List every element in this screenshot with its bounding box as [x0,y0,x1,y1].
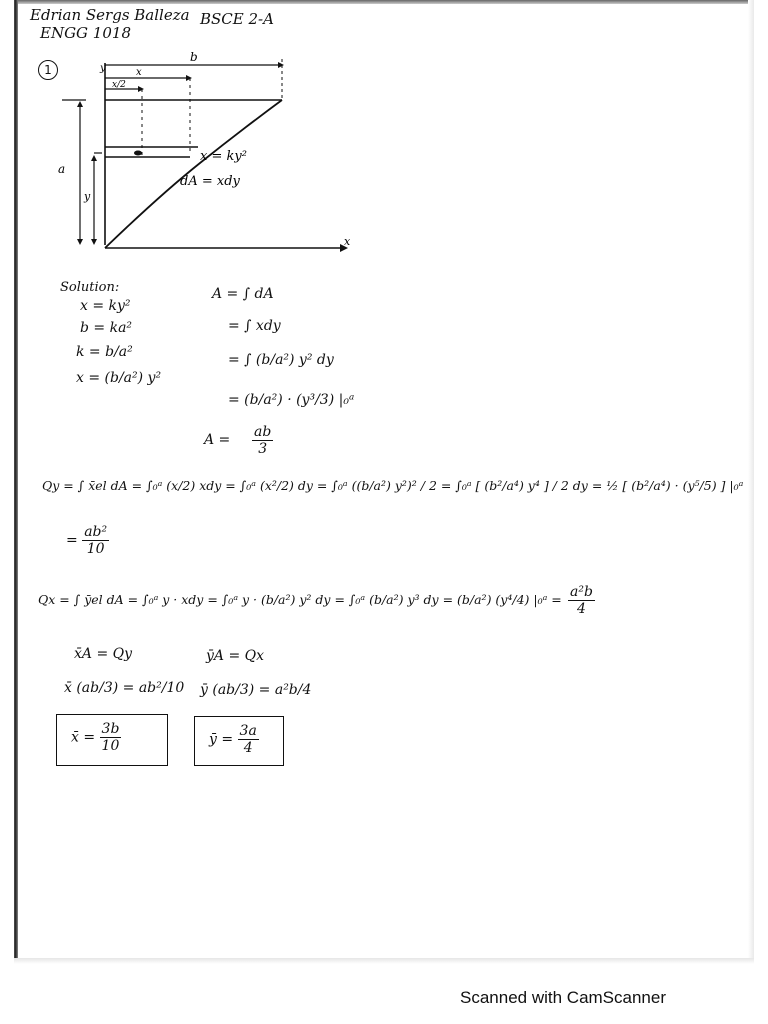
paper-bottom-edge [14,958,754,964]
course-code: ENGG 1018 [40,24,131,42]
dim-b-label: b [190,50,198,64]
qx-result-denominator: 4 [577,601,586,617]
dim-x-label: x [136,67,142,78]
dim-y-label: y [84,190,91,203]
camscanner-watermark: Scanned with CamScanner [460,988,667,1007]
x-bar-lhs: x̄ = [71,729,96,746]
area-line-3: = ∫ (b/a²) y² dy [228,352,334,368]
qy-result-prefix: = [66,532,78,549]
xa-equation: x̄A = Qy [74,646,133,662]
area-line-2: = ∫ xdy [228,318,281,334]
dim-a-label: a [58,162,66,176]
solution-line-1: x = ky² [80,298,131,314]
y-substitution: ȳ (ab/3) = a²b/4 [200,682,312,698]
x-bar-numerator: 3b [101,721,120,737]
paper-top-edge [14,0,754,4]
axis-y-label: y [100,63,106,74]
ya-equation: ȳA = Qx [206,648,265,664]
solution-line-4: x = (b/a²) y² [76,370,162,386]
area-result-label: A = [204,432,231,448]
qx-result-numerator: a²b [570,584,593,600]
dA-equation: dA = xdy [180,174,240,189]
axis-x-label: x [344,235,351,248]
y-bar-denominator: 4 [243,740,253,756]
area-result [252,424,273,457]
area-result-denominator: 3 [258,441,268,457]
solution-title: Solution: [60,280,120,295]
qx-equation: Qx = ∫ ȳel dA = ∫₀ᵃ y · xdy = ∫₀ᵃ y · (b/a²) y² dy = ∫₀ᵃ (b/a²) y³ dy = (b/a²) (y⁴/4) |₀ᵃ = [38,592,562,607]
qx-result [568,584,595,617]
qy-result [66,524,109,557]
solution-line-3: k = b/a² [76,344,133,360]
qy-result-numerator: ab² [84,524,108,540]
paper-left-edge [14,0,18,962]
area-line-1: A = ∫ dA [212,286,274,302]
x-bar-denominator: 10 [101,738,120,754]
problem-number: 1 [38,60,58,80]
solution-line-2: b = ka² [80,320,133,336]
area-result-numerator: ab [254,424,272,440]
parabolic-area-diagram [50,45,360,260]
x-bar-result-box [56,714,168,766]
qy-result-denominator: 10 [86,541,105,557]
y-bar-lhs: ȳ = [209,731,234,748]
y-bar-numerator: 3a [239,723,257,739]
x-substitution: x̄ (ab/3) = ab²/10 [64,680,185,696]
curve-equation: x = ky² [200,149,247,164]
student-name: Edrian Sergs Balleza [30,6,190,24]
dim-x-half-label: x/2 [112,80,126,90]
qy-equation: Qy = ∫ x̄el dA = ∫₀ᵃ (x/2) xdy = ∫₀ᵃ (x²/2) dy = ∫₀ᵃ ((b/a²) y²)² / 2 = ∫₀ᵃ [ (b²/a⁴) y⁴ ] / 2 dy = ½ [ (b²/a⁴) · (y⁵/5) ] |₀ᵃ [42,478,744,493]
area-line-4: = (b/a²) · (y³/3) |₀ᵃ [228,392,355,408]
y-bar-result-box [194,716,284,766]
section-label: BSCE 2-A [200,10,274,28]
paper-right-edge [748,0,754,960]
